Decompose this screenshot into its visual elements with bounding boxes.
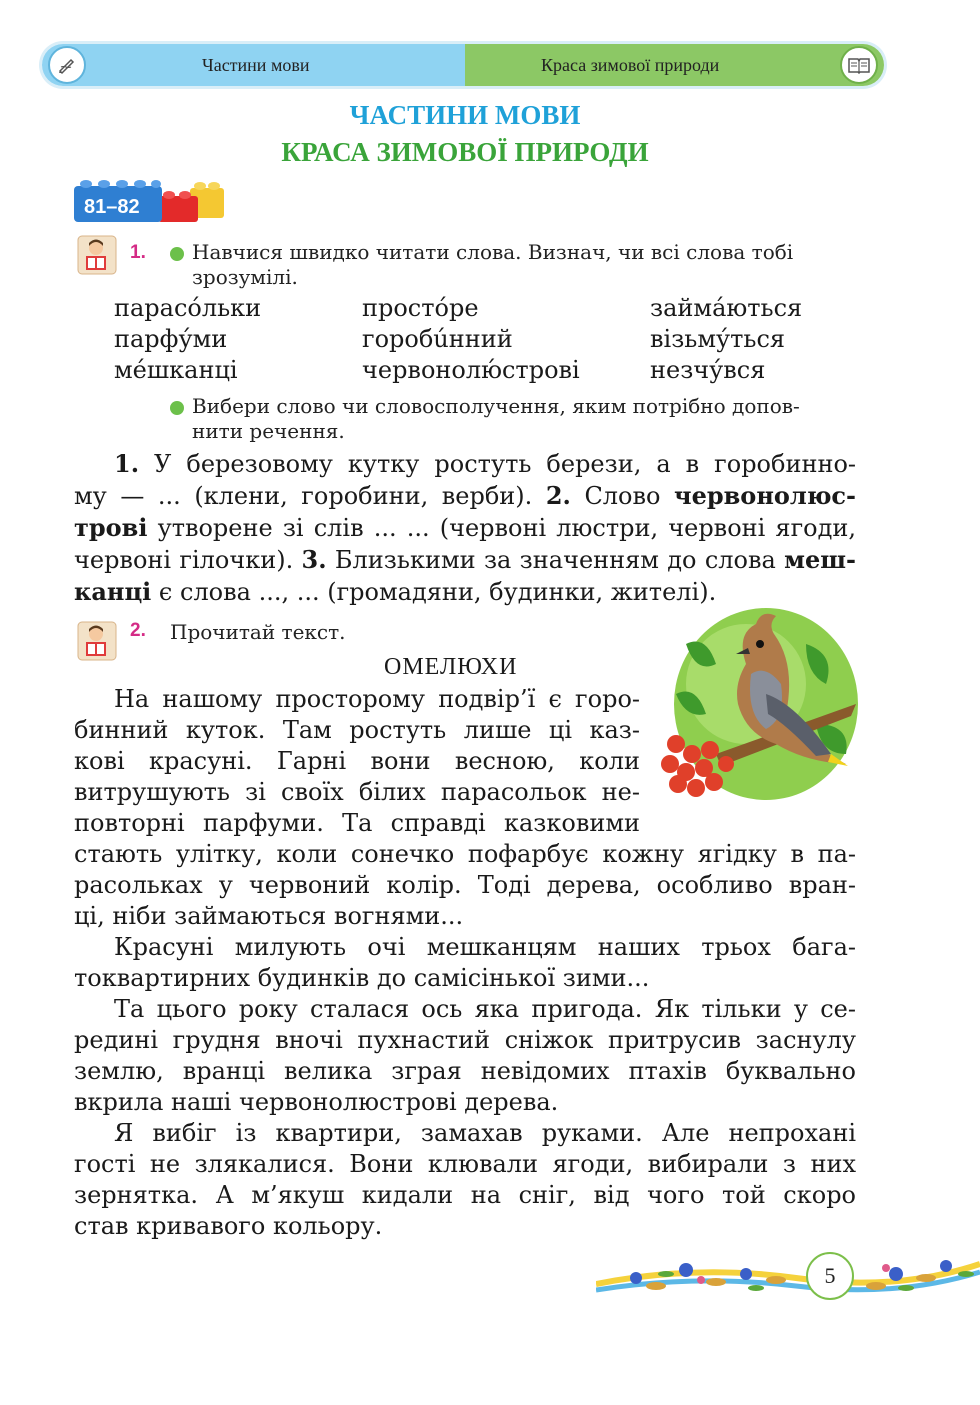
- waxwing-bird-illustration: [656, 604, 860, 810]
- bold-word: трові: [74, 513, 148, 542]
- bold-word: канці: [74, 577, 152, 606]
- story-line: ці, ніби займаються вогнями...: [74, 902, 464, 930]
- word-list: [114, 293, 874, 386]
- story-line: землю, вранці велика зграя невідомих птахів буквально: [74, 1057, 856, 1085]
- book-icon: [840, 46, 878, 84]
- story-line: гості не злякалися. Вони клювали ягоди, вибирали з них: [74, 1150, 856, 1178]
- story-paragraph1-wide: [74, 839, 856, 932]
- word: червонолю́строві: [362, 356, 580, 384]
- sentence-text: Близькими за значенням до слова: [326, 546, 785, 574]
- story-paragraph1-narrow: [74, 684, 640, 839]
- story-line: зернятка. А м’якуш кидали на сніг, від чого той скоро: [74, 1181, 856, 1209]
- bold-word: червонолюс-: [674, 481, 856, 510]
- story-line: став кривавого кольору.: [74, 1212, 383, 1240]
- floral-wreath-decoration: [596, 1244, 980, 1308]
- sentence-text: червоні гілочки).: [74, 546, 302, 574]
- sentence-text: є слова ..., ... (громадяни, будинки, жителі).: [151, 578, 717, 606]
- lesson-number: 81–82: [84, 196, 140, 218]
- bold-word: меш-: [784, 545, 856, 574]
- sentence-number: 2.: [545, 481, 571, 510]
- sentence-number: 1.: [114, 449, 140, 478]
- word: візьму́ться: [650, 325, 786, 353]
- task1-sentences: [74, 448, 856, 608]
- story-line: На нашому просторому подвір’ї є горо-: [114, 685, 640, 713]
- page-title-line1: ЧАСТИНИ МОВИ: [349, 100, 581, 130]
- story-paragraph2: [74, 932, 856, 994]
- word: незчу́вся: [650, 356, 766, 384]
- header-bar: [42, 44, 884, 86]
- reading-child-icon: [76, 620, 118, 662]
- word: горобúнний: [362, 325, 513, 353]
- word: парасо́льки: [114, 294, 262, 322]
- story-line: токвартирних будинків до самісінької зими...: [74, 964, 650, 992]
- header-right-label: Краса зимової природи: [541, 54, 720, 75]
- pen-icon: [48, 46, 86, 84]
- story-line: Та цього року сталася ось яка пригода. Як тільки у се-: [114, 995, 856, 1023]
- header-right-section: [465, 44, 884, 86]
- story-paragraph4: [74, 1118, 856, 1242]
- header-left-label: Частини мови: [202, 54, 310, 75]
- story-paragraph3: [74, 994, 856, 1118]
- word: парфу́ми: [114, 325, 228, 353]
- sentence-text: утворене зі слів ... ... (червоні люстри, червоні ягоди,: [147, 514, 856, 542]
- story-line: Красуні милують очі мешканцям наших трьох бага-: [114, 933, 856, 961]
- page-number: 5: [806, 1252, 854, 1300]
- page-title-line2: КРАСА ЗИМОВОЇ ПРИРОДИ: [281, 137, 649, 167]
- sentence-text: У березовому кутку ростуть берези, а в горобинно-: [139, 450, 856, 478]
- task2-instruction: Прочитай текст.: [170, 620, 346, 644]
- task2-number: 2.: [130, 620, 146, 641]
- task1-instruction-line1: Навчися швидко читати слова. Визнач, чи всі слова тобі: [192, 240, 794, 264]
- sentence-number: 3.: [301, 545, 327, 574]
- lesson-badge: [72, 176, 232, 224]
- story-line: стають улітку, коли сонечко пофарбує кожну ягідку в па-: [74, 840, 856, 868]
- word: просто́ре: [362, 294, 479, 322]
- task1-instruction2-line2: нити речення.: [192, 419, 345, 443]
- word-row: [114, 324, 874, 355]
- sentence-text: му — ... (клени, горобини, верби).: [74, 482, 546, 510]
- story-line: вкрила наші червонолюстрові дерева.: [74, 1088, 559, 1116]
- story-line: расольках у червоний колір. Тоді дерева, особливо вран-: [74, 871, 856, 899]
- story-line: витрушують зі своїх білих парасольок не-: [74, 778, 640, 806]
- reading-child-icon: [76, 234, 118, 276]
- word: займа́ються: [650, 294, 803, 322]
- header-left-section: [42, 44, 465, 86]
- sentence-text: Слово: [570, 482, 675, 510]
- word-row: [114, 293, 874, 324]
- task1-number: 1.: [130, 242, 146, 263]
- story-line: повторні парфуми. Та справді казковими: [74, 809, 640, 837]
- word-row: [114, 355, 874, 386]
- story-line: бинний куток. Там ростуть лише ці каз-: [74, 716, 640, 744]
- story-line: Я вибіг із квартири, замахав руками. Але непрохані: [114, 1119, 856, 1147]
- bullet-dot: [170, 401, 184, 415]
- story-line: редині грудня вночі пухнастий сніжок притрусив заснулу: [74, 1026, 856, 1054]
- task1-instruction2-line1: Вибери слово чи словосполучення, яким потрібно допов-: [192, 394, 800, 418]
- task1-instruction-line2: зрозумілі.: [192, 265, 298, 289]
- word: ме́шканці: [114, 356, 238, 384]
- story-title: ОМЕЛЮХИ: [384, 654, 518, 680]
- story-line: кові красуні. Гарні вони весною, коли: [74, 747, 640, 775]
- bullet-dot: [170, 247, 184, 261]
